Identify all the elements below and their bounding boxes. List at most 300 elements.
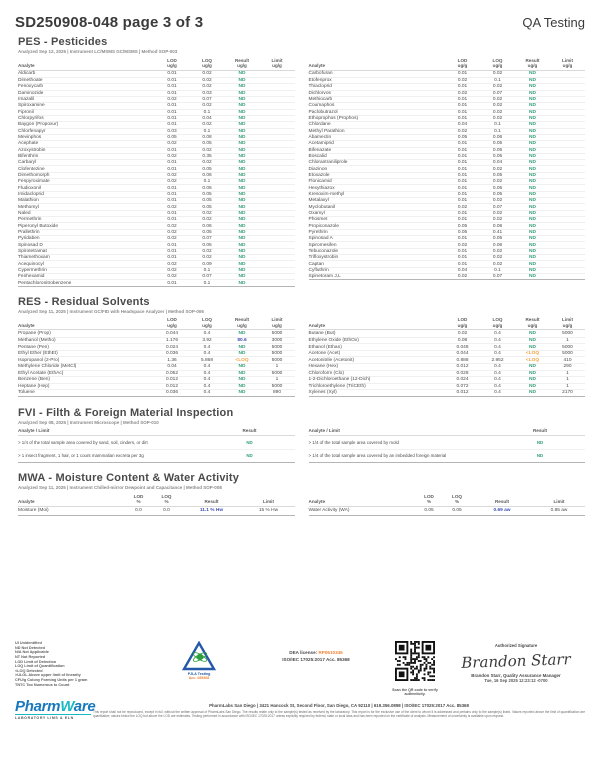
table-row <box>18 71 295 77</box>
qr-code <box>395 641 435 686</box>
cell-value: 0.4 <box>203 370 211 376</box>
analyte-name: Ethyl Acetate (EthAc) <box>18 370 64 376</box>
cell-value: 5000 <box>562 331 573 337</box>
cell-value: 0.06 <box>202 172 212 178</box>
analyte-name: Ethoprophos (Prophos) <box>308 116 359 121</box>
cell-value: 0.044 <box>456 351 469 357</box>
cell-value: 0.028 <box>456 370 469 376</box>
column-header: LOD % <box>133 493 144 504</box>
column-header: Result <box>532 428 548 434</box>
cell-value: 0.048 <box>456 344 469 350</box>
table-header <box>309 316 586 331</box>
analyte-name: Oxamyl <box>308 210 325 216</box>
cell-value: 0.01 <box>457 179 468 185</box>
analyte-name: Daminozide <box>18 90 44 96</box>
table-row <box>309 165 586 171</box>
table-header <box>309 56 586 71</box>
column-header: LOD ug/g <box>167 317 177 328</box>
cell-value: 0.4 <box>203 344 211 350</box>
pharmware-tagline: LABORATORY LIMS & ELN <box>15 714 91 720</box>
table-row <box>18 83 295 89</box>
cell-value: 0.02 <box>457 331 468 337</box>
result-value: ND <box>529 331 536 337</box>
result-value: ND <box>529 71 536 77</box>
analyte-name: Hexane (Hex) <box>308 364 339 370</box>
result-value: 11.1 % Hw <box>199 508 224 514</box>
analyte-name: Spinetoram J,L <box>308 274 341 280</box>
cell-value: 0.02 <box>167 236 177 242</box>
cell-value: 0.1 <box>494 128 501 134</box>
cell-value: 0.08 <box>457 338 468 344</box>
cell-value: 0.02 <box>457 90 468 96</box>
section-filth-inspection <box>18 407 585 463</box>
signature-date: Tue, 16 Sep 2025 12:23:12 -0700 <box>484 678 548 683</box>
cell-value: 0.05 <box>167 134 177 140</box>
cell-value: 0.05 <box>492 153 503 159</box>
analyte-name: Fipronil <box>18 109 34 115</box>
result-value: ND <box>529 210 536 216</box>
table-row <box>309 147 586 153</box>
cell-value: 0.02 <box>492 166 503 172</box>
table-row <box>309 191 586 197</box>
cell-value: 0.05 <box>424 508 434 514</box>
cell-value: 0.01 <box>457 185 468 191</box>
table-row <box>309 449 586 462</box>
section-meta: Analyzed Sep 11, 2025 | Instrument Chilled-mirror Dewpoint and Capacitance | Method SOP-008 <box>18 485 222 491</box>
filth-table-left <box>18 427 295 463</box>
analyte-name: > 1 insect fragment, 1 hair, or 1 count mammalian excreta per 3g <box>18 453 144 459</box>
table-row <box>309 436 586 449</box>
analyte-name: Methylene Chloride (MetCl) <box>18 364 77 370</box>
column-header: Analyte <box>308 62 326 68</box>
result-value: ND <box>529 109 536 115</box>
cell-value: 3000 <box>271 338 283 344</box>
analyte-name: Diazinon <box>308 166 328 172</box>
logo-part2: are <box>73 698 96 715</box>
section-pesticides <box>18 36 585 287</box>
cell-value: 0.02 <box>202 78 212 84</box>
result-value: ND <box>238 280 246 286</box>
analyte-name: Carbaryl <box>18 160 37 166</box>
section-meta: Analyzed Sep 08, 2025 | Instrument Microscope | Method SOP-010 <box>18 419 159 425</box>
analyte-name: Thiacloprid <box>308 84 332 90</box>
result-value: ND <box>529 90 536 96</box>
pharmware-logo <box>15 698 96 720</box>
dea-license-block <box>257 641 375 662</box>
table-row <box>18 197 295 203</box>
legend-line: LOQ Limit of Quantification <box>15 664 65 669</box>
cell-value: 1.176 <box>165 338 178 344</box>
table-row <box>18 191 295 197</box>
cell-value: 0.1 <box>203 267 211 273</box>
analyte-name: Piperonyl Butoxide <box>18 223 58 229</box>
cell-value: 0.044 <box>165 331 178 337</box>
analyte-name: Propane (Prop) <box>18 331 51 337</box>
analyte-name: 1-2-Dichloroethane (12-Dich) <box>308 377 371 383</box>
section-title: PES - Pesticides <box>18 36 108 48</box>
analyte-name: Chlordane <box>308 122 331 128</box>
table-row <box>18 330 295 337</box>
result-value: ND <box>529 370 536 376</box>
analyte-name: Chloroform (Clo) <box>308 370 344 376</box>
column-header: Result ug/g <box>234 317 250 328</box>
result-value: ND <box>238 166 246 172</box>
table-row <box>309 273 586 279</box>
table-row <box>18 241 295 247</box>
analyte-name: Spirotetramat <box>18 248 47 254</box>
cell-value: 0.05 <box>492 185 503 191</box>
analyte-name: Clofentezine <box>18 166 45 172</box>
table-row <box>18 165 295 171</box>
table-header <box>18 427 295 436</box>
cell-value: 0.01 <box>167 280 177 286</box>
cell-value: 0.02 <box>457 242 468 248</box>
analyte-name: Acetonitrile (Acetonit) <box>308 357 355 363</box>
cell-value: 0.01 <box>457 198 468 204</box>
cell-value: 0.07 <box>202 97 212 103</box>
cell-value: 0.01 <box>457 210 468 216</box>
analyte-name: Permethrin <box>18 217 42 223</box>
result-value: ND <box>529 383 536 389</box>
analyte-name: Spiroxamine <box>18 103 45 109</box>
cell-value: 0.02 <box>202 147 212 153</box>
table-row <box>309 197 586 203</box>
analyte-name: Chlorfenapyr <box>18 128 46 134</box>
cell-value: 0.02 <box>167 141 177 147</box>
column-header: Analyte / Limit <box>308 428 340 434</box>
solvents-table-left <box>18 316 295 397</box>
column-header: Result <box>204 498 219 504</box>
table-row <box>18 363 295 370</box>
table-row <box>18 96 295 102</box>
result-value: ND <box>529 236 536 242</box>
result-value: ND <box>238 109 246 115</box>
result-value: ND <box>529 364 536 370</box>
analyte-name: Spinosad D <box>18 242 43 248</box>
lab-address-line: PharmLabs San Diego | 3421 Hancock St, Second Floor, San Diego, CA 92110 | 619.356.0898 | ISO/IEC 17025:2017 Acc. 85368 <box>209 702 469 708</box>
logo-part1: Pharm <box>15 698 61 715</box>
cell-value: 1.36 <box>167 357 177 363</box>
analyte-name: Methomyl <box>18 204 39 210</box>
signature-handwriting: Brandon Starr <box>460 650 571 672</box>
cell-value: 0.06 <box>202 223 212 229</box>
analyte-name: Isopropanol (2-Pro) <box>18 357 60 363</box>
cell-value: 0.4 <box>494 383 501 389</box>
table-row <box>309 140 586 146</box>
cell-value: 0.04 <box>202 116 212 121</box>
table-row <box>18 389 295 396</box>
table-row <box>18 383 295 390</box>
cell-value: 0.4 <box>494 344 501 350</box>
pesticides-tables <box>18 56 585 287</box>
cell-value: 0.02 <box>202 210 212 216</box>
analyte-name: Toluene <box>18 390 35 396</box>
analyte-name: Acequinocyl <box>18 261 44 267</box>
result-value: ND <box>246 439 253 445</box>
cell-value: 0.01 <box>167 255 177 261</box>
result-value: ND <box>238 128 246 134</box>
cell-value: 0.01 <box>167 78 177 84</box>
cell-value: 0.01 <box>167 116 177 121</box>
analyte-name: Fenpyroximate <box>18 179 50 185</box>
cell-value: 0.4 <box>203 364 211 370</box>
table-body <box>309 71 586 281</box>
cell-value: 0.4 <box>203 383 211 389</box>
analyte-name: Pyridaben <box>18 236 40 242</box>
column-header: Limit ug/g <box>271 317 283 328</box>
legend-line: LOD Limit of Detection <box>15 659 57 664</box>
table-row <box>309 267 586 273</box>
table-row <box>18 222 295 228</box>
result-value: ND <box>238 370 246 376</box>
result-value: ND <box>238 179 246 185</box>
cell-value: 0.05 <box>202 198 212 204</box>
cell-value: 1 <box>566 338 569 344</box>
result-value: ND <box>238 198 246 204</box>
table-row <box>18 449 295 462</box>
cell-value: 0.01 <box>457 109 468 115</box>
analyte-name: Captan <box>308 261 324 267</box>
analyte-name: Metalaxyl <box>308 198 329 204</box>
result-value: ND <box>529 255 536 261</box>
table-row <box>309 383 586 390</box>
analyte-name: Hexythiazox <box>308 185 335 191</box>
table-row <box>309 77 586 83</box>
result-value: ND <box>238 97 246 103</box>
result-value: ND <box>238 377 246 383</box>
column-header: Analyte <box>18 322 35 328</box>
cell-value: 0.02 <box>492 71 503 77</box>
result-value: ND <box>238 267 246 273</box>
cell-value: 0.02 <box>167 179 177 185</box>
cell-value: 0.02 <box>457 78 468 84</box>
result-value: ND <box>238 344 246 350</box>
table-row <box>309 248 586 254</box>
cell-value: 0.05 <box>452 508 462 514</box>
cell-value: 0.01 <box>457 160 468 166</box>
cell-value: 5000 <box>271 383 283 389</box>
result-value: ND <box>529 248 536 254</box>
table-row <box>18 273 295 279</box>
result-value: ND <box>529 198 536 204</box>
column-header: Analyte <box>18 62 35 68</box>
cell-value: 3.92 <box>202 338 212 344</box>
column-header: LOQ % <box>161 493 172 504</box>
legend-line: N/A Not Applicable <box>15 650 49 655</box>
table-row <box>309 159 586 165</box>
table-row <box>309 90 586 96</box>
result-value: ND <box>529 134 536 140</box>
result-value: ND <box>238 191 246 197</box>
cell-value: 0.03 <box>167 128 177 134</box>
table-row <box>18 109 295 115</box>
result-value: ND <box>529 128 536 134</box>
cell-value: 1 <box>566 383 569 389</box>
cell-value: 0.02 <box>492 198 503 204</box>
result-value: ND <box>529 147 536 153</box>
analyte-name: Mevinphos <box>18 134 42 140</box>
cell-value: 0.01 <box>457 166 468 172</box>
table-row <box>18 370 295 377</box>
result-value: <LOQ <box>525 357 540 363</box>
table-body <box>18 436 295 463</box>
table-row <box>18 229 295 235</box>
table-header <box>309 427 586 436</box>
analyte-name: Methyl Parathion <box>308 128 345 134</box>
result-value: ND <box>529 191 536 197</box>
cell-value: 0.02 <box>457 128 468 134</box>
cell-value: 0.01 <box>457 141 468 147</box>
result-value: 0.69 aw <box>493 508 511 514</box>
pesticides-table-left <box>18 56 295 287</box>
table-row <box>18 147 295 153</box>
table-header <box>18 316 295 331</box>
cell-value: 5000 <box>271 357 283 363</box>
analyte-name: Trifloxystrobin <box>308 255 339 261</box>
analyte-name: Pentane (Pen) <box>18 344 49 350</box>
cell-value: 0.1 <box>203 280 211 286</box>
cell-value: 0.02 <box>492 248 503 254</box>
cell-value: 0.036 <box>165 390 178 396</box>
table-body <box>18 71 295 287</box>
pharmware-wordmark <box>15 698 96 715</box>
cell-value: 410 <box>563 357 572 363</box>
cell-value: 0.02 <box>167 229 177 235</box>
table-row <box>309 178 586 184</box>
analyte-name: Bifenthrin <box>18 153 39 159</box>
table-row <box>309 216 586 222</box>
section-title: MWA - Moisture Content & Water Activity <box>18 472 240 485</box>
table-header <box>18 56 295 71</box>
cell-value: 0.1 <box>494 267 501 273</box>
result-value: ND <box>529 172 536 178</box>
column-header: Limit ug/g <box>562 57 573 68</box>
cell-value: 0.01 <box>457 191 468 197</box>
result-value: ND <box>529 166 536 172</box>
column-header: LOD ug/g <box>457 317 468 328</box>
column-header: Limit <box>263 498 274 504</box>
analyte-name: Butane (But) <box>308 331 336 337</box>
cell-value: 0.01 <box>457 116 468 121</box>
cell-value: 0.04 <box>167 364 177 370</box>
cell-value: 0.05 <box>492 172 503 178</box>
cell-value: 0.02 <box>167 223 177 229</box>
cell-value: 0.01 <box>167 248 177 254</box>
result-value: ND <box>529 141 536 147</box>
cell-value: 0.05 <box>202 204 212 210</box>
cell-value: 0.01 <box>167 166 177 172</box>
analyte-name: > 1/4 of the total sample area covered by sand, soil, cinders, or dirt <box>18 439 148 445</box>
analyte-name: Acetamiprid <box>308 141 334 147</box>
result-value: ND <box>529 160 536 166</box>
analyte-name: Cyfluthrin <box>308 267 329 273</box>
analyte-name: Methiocarb <box>308 97 333 103</box>
analyte-name: Aldicarb <box>18 71 36 77</box>
cell-value: 0.02 <box>202 84 212 90</box>
table-row <box>18 235 295 241</box>
analyte-name: Imidacloprid <box>18 191 44 197</box>
result-value: ND <box>238 229 246 235</box>
cell-value: 0.01 <box>167 103 177 109</box>
result-value: ND <box>238 90 246 96</box>
analyte-name: Imazalil <box>18 97 35 103</box>
cell-value: 0.02 <box>202 122 212 128</box>
column-header: Limit ug/g <box>562 317 573 328</box>
cell-value: 0.05 <box>202 166 212 172</box>
analyte-name: Thiamethoxam <box>18 255 50 261</box>
pjla-name: PJLA Testing <box>187 671 211 676</box>
cell-value: 290 <box>563 364 572 370</box>
result-value: ND <box>529 185 536 191</box>
result-value: ND <box>238 172 246 178</box>
cell-value: 0.4 <box>203 377 211 383</box>
signer-name-title: Brandon Starr, Quality Assurance Manager <box>471 673 561 678</box>
report-header <box>15 14 585 31</box>
dea-label: DEA license: <box>289 650 318 655</box>
table-header <box>18 492 295 507</box>
cell-value: 0.01 <box>167 90 177 96</box>
table-row <box>309 210 586 216</box>
analyte-name: Pentachloronitrobenzene <box>18 280 72 286</box>
result-value: ND <box>238 255 246 261</box>
result-value: ND <box>238 261 246 267</box>
table-row <box>18 279 295 285</box>
column-header: LOQ % <box>452 493 462 504</box>
cell-value: 0.09 <box>202 261 212 267</box>
report-footer <box>15 641 585 718</box>
table-row <box>309 363 586 370</box>
cell-value: 0.07 <box>492 274 503 280</box>
moisture-table-right <box>309 492 586 516</box>
result-value: ND <box>536 453 544 459</box>
analyte-name: Pyrethrin <box>308 229 328 235</box>
cell-value: 0.1 <box>203 128 211 134</box>
analyte-name: Ethanol (Ethan) <box>308 344 342 350</box>
cell-value: 0.01 <box>457 97 468 103</box>
result-value: ND <box>529 338 536 344</box>
legend-line: <LOQ Detected <box>15 668 43 673</box>
table-header <box>309 492 586 507</box>
cell-value: 0.4 <box>494 331 501 337</box>
table-row <box>18 172 295 178</box>
cell-value: 0.07 <box>492 90 503 96</box>
table-row <box>18 178 295 184</box>
cell-value: 0.04 <box>457 267 468 273</box>
section-residual-solvents <box>18 296 585 397</box>
cell-value: 0.012 <box>456 390 469 396</box>
cell-value: 0.05 <box>457 223 468 229</box>
analyte-name: Spiromesifen <box>308 242 337 248</box>
result-value: ND <box>238 116 246 121</box>
column-header: Limit ug/g <box>271 57 283 68</box>
abbreviation-legend <box>15 641 133 687</box>
cell-value: 0.01 <box>167 122 177 128</box>
table-body <box>309 330 586 396</box>
table-row <box>18 343 295 350</box>
analyte-name: Acephate <box>18 141 39 147</box>
cell-value: 0.02 <box>492 116 503 121</box>
analyte-name: Dimethomorph <box>18 172 50 178</box>
cell-value: 0.0 <box>163 508 170 514</box>
table-row <box>309 102 586 108</box>
table-row <box>18 436 295 449</box>
cell-value: 0.08 <box>202 134 212 140</box>
cell-value: 5000 <box>271 370 283 376</box>
cell-value: 0.01 <box>457 153 468 159</box>
cell-value: 0.06 <box>492 242 503 248</box>
table-row <box>18 77 295 83</box>
result-value: ND <box>238 248 246 254</box>
